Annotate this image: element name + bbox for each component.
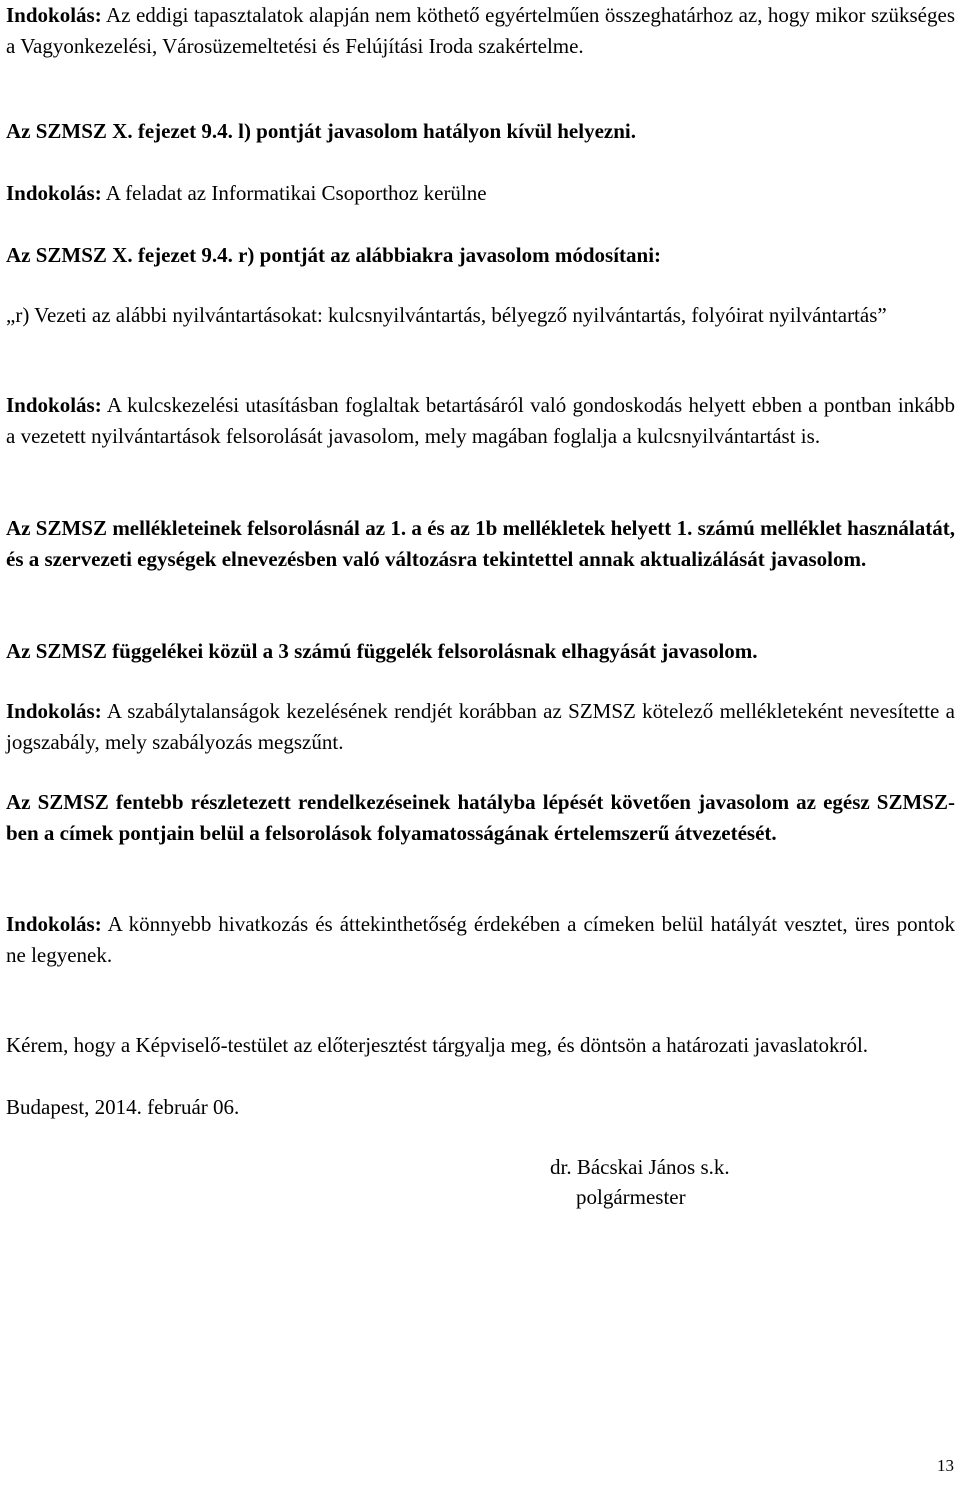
paragraph-amendment-text: „r) Vezeti az alábbi nyilvántartásokat: kulcsnyilvántartás, bélyegző nyilvántartás, folyóirat nyilvántartás” xyxy=(6,303,887,327)
paragraph-justification-1 xyxy=(6,0,955,62)
signature-title: polgármester xyxy=(576,1185,686,1209)
paragraph-justification-3 xyxy=(6,390,955,452)
paragraph-justification-5 xyxy=(6,909,955,971)
paragraph-justification-2 xyxy=(6,178,955,209)
justification-label: Indokolás: xyxy=(6,181,102,205)
paragraph-appendix-proposal: Az SZMSZ függelékei közül a 3 számú függelék felsorolásnak elhagyását javasolom. xyxy=(6,639,758,663)
justification-label: Indokolás: xyxy=(6,912,102,936)
paragraph-justification-4 xyxy=(6,696,955,758)
justification-label: Indokolás: xyxy=(6,393,102,417)
justification-label: Indokolás: xyxy=(6,699,102,723)
justification-label: Indokolás: xyxy=(6,3,102,27)
paragraph-repeal-proposal: Az SZMSZ X. fejezet 9.4. l) pontját javasolom hatályon kívül helyezni. xyxy=(6,119,636,143)
document-date: Budapest, 2014. február 06. xyxy=(6,1095,240,1119)
page-number: 13 xyxy=(937,1456,954,1475)
paragraph-annex-proposal: Az SZMSZ mellékleteinek felsorolásnál az 1. a és az 1b mellékletek helyett 1. számú melléklet használatát, és a szervezeti egységek elnevezésben való változásra tekintettel annak aktualizálását javasolom. xyxy=(6,516,955,571)
paragraph-text: A szabálytalanságok kezelésének rendjét korábban az SZMSZ kötelező mellékleteként nevesítette a jogszabály, mely szabályozás megszűnt. xyxy=(6,699,955,754)
signature-name: dr. Bácskai János s.k. xyxy=(550,1155,730,1179)
paragraph-amendment-proposal: Az SZMSZ X. fejezet 9.4. r) pontját az alábbiakra javasolom módosítani: xyxy=(6,243,662,267)
paragraph-request: Kérem, hogy a Képviselő-testület az előterjesztést tárgyalja meg, és döntsön a határozati javaslatokról. xyxy=(6,1033,869,1057)
paragraph-text: Az eddigi tapasztalatok alapján nem köthető egyértelműen összeghatárhoz az, hogy mikor szükséges a Vagyonkezelési, Városüzemeltetési és Felújítási Iroda szakértelme. xyxy=(6,3,955,58)
paragraph-text: A feladat az Informatikai Csoporthoz kerülne xyxy=(101,181,487,205)
paragraph-renumbering-proposal: Az SZMSZ fentebb részletezett rendelkezéseinek hatályba lépését követően javasolom az egész SZMSZ-ben a címek pontjain belül a felsorolások folyamatosságának értelemszerű átvezetését. xyxy=(6,790,955,845)
paragraph-text: A könnyebb hivatkozás és áttekinthetőség érdekében a címeken belül hatályát vesztet, üres pontok ne legyenek. xyxy=(6,912,955,967)
paragraph-text: A kulcskezelési utasításban foglaltak betartásáról való gondoskodás helyett ebben a pontban inkább a vezetett nyilvántartások felsorolását javasolom, mely magában foglalja a kulcsnyilvántartást is. xyxy=(6,393,955,448)
